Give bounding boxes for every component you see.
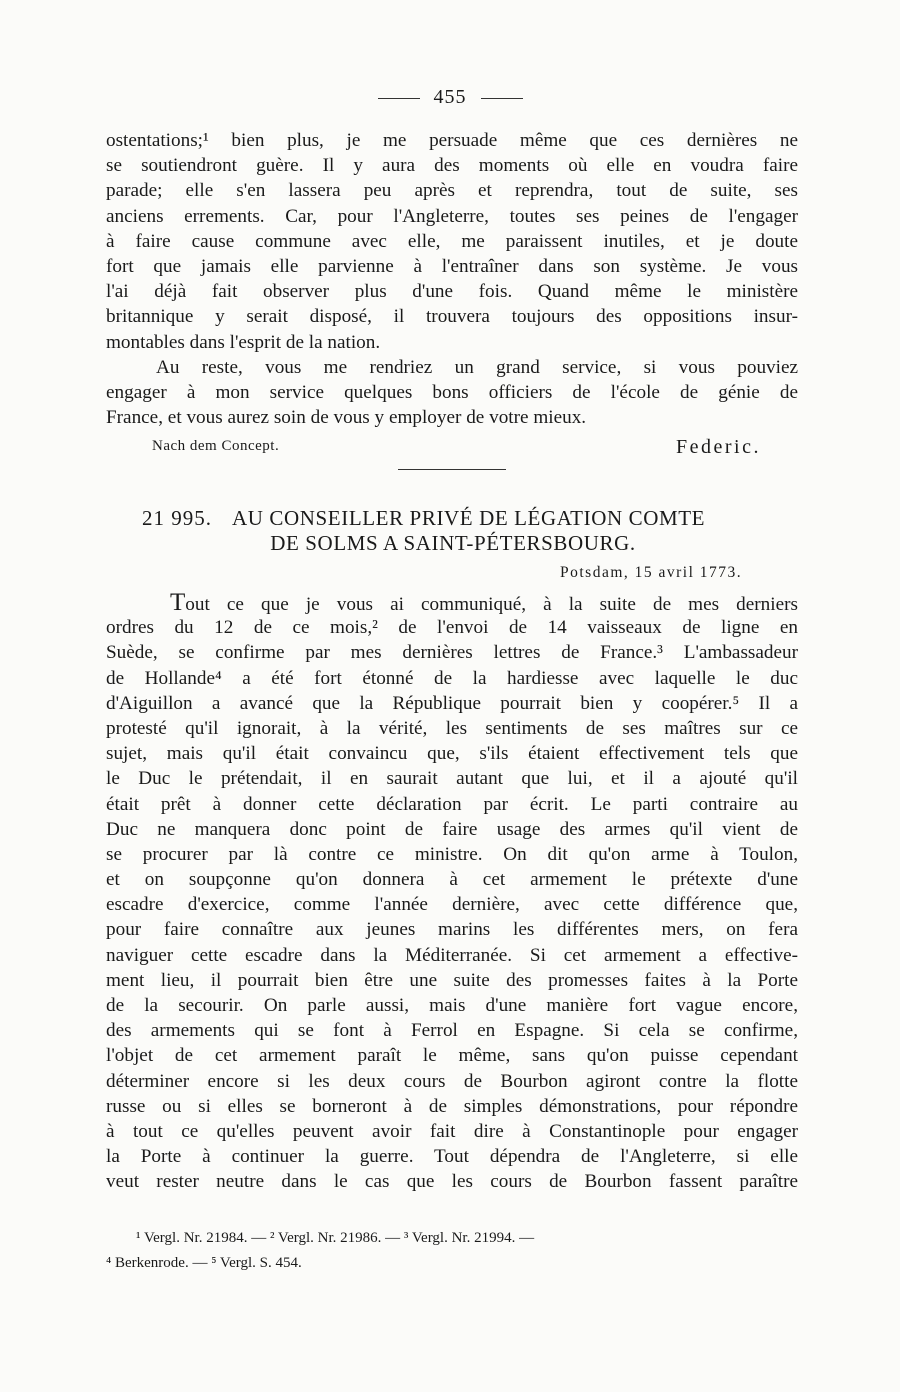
footnote-line: ⁴ Berkenrode. — ⁵ Vergl. S. 454. (106, 1255, 302, 1271)
text-line: la Porte à continuer la guerre. Tout dépendra de l'Angleterre, si elle (106, 1146, 798, 1168)
letter-body (106, 590, 798, 1195)
text-line: l'ai déjà fait observer plus d'une fois. Quand même le ministère (106, 281, 798, 303)
text-line: des armements qui se font à Ferrol en Espagne. Si cela se confirme, (106, 1020, 798, 1042)
footnote-line: ¹ Vergl. Nr. 21984. — ² Vergl. Nr. 21986. — ³ Vergl. Nr. 21994. — (136, 1230, 535, 1246)
text-line: déterminer encore si les deux cours de Bourbon agiront contre la flotte (106, 1070, 798, 1092)
text-line-rest: out ce que je vous ai communiqué, à la suite de mes derniers (185, 594, 798, 615)
left-dash (378, 98, 420, 99)
text-line: fort que jamais elle parvienne à l'entraîner dans son système. Je vous (106, 255, 798, 277)
text-line: Au reste, vous me rendriez un grand service, si vous pouviez (156, 356, 798, 378)
text-line: ment lieu, il pourrait bien être une suite des promesses faites à la Porte (106, 969, 798, 991)
text-line: engager à mon service quelques bons officiers de l'école de génie de (106, 381, 798, 403)
text-line: parade; elle s'en lassera peu après et reprendra, tout de suite, ses (106, 180, 798, 202)
footnotes (106, 1226, 798, 1276)
running-head (0, 86, 900, 109)
text-line: à tout ce qu'elles peuvent avoir fait dire à Constantinople pour engager (106, 1120, 798, 1142)
letter-heading-line2: DE SOLMS A SAINT-PÉTERSBOURG. (270, 531, 636, 555)
signature: Federic. (676, 436, 761, 458)
text-line: Suède, se confirme par mes dernières lettres de France.³ L'ambassadeur (106, 642, 798, 664)
text-line: ordres du 12 de ce mois,² de l'envoi de 14 vaisseaux de ligne en (106, 617, 798, 639)
text-line: de la secourir. On parle aussi, mais d'une manière fort vague encore, (106, 995, 798, 1016)
dateline: Potsdam, 15 avril 1773. (560, 564, 743, 581)
text-line: et on soupçonne qu'on donnera à cet armement le prétexte d'une (106, 869, 798, 891)
text-line: Duc ne manquera donc point de faire usage des armes qu'il vient de (106, 818, 798, 840)
text-line: sujet, mais qu'il était convaincu que, s'ils étaient effectivement tels que (106, 743, 798, 765)
text-line: à faire cause commune avec elle, me paraissent inutiles, et je doute (106, 230, 798, 252)
page-number: 455 (433, 86, 467, 108)
section-divider (398, 469, 506, 470)
text-line: escadre d'exercice, comme l'année dernière, avec cette différence que, (106, 894, 798, 916)
text-line: veut rester neutre dans le cas que les cours de Bourbon fassent paraître (106, 1171, 798, 1193)
text-line: se soutiendront guère. Il y aura des moments où elle en voudra faire (106, 155, 798, 177)
text-line: était prêt à donner cette déclaration par écrit. Le parti contraire au (106, 793, 798, 815)
text-line: le Duc le prétendait, il en saurait autant que lui, et il a ajouté qu'il (106, 768, 798, 790)
letter-number: 21 995. (142, 506, 212, 530)
text-line: anciens errements. Car, pour l'Angleterre, toutes ses peines de l'engager (106, 205, 798, 227)
right-dash (481, 98, 523, 99)
text-line: d'Aiguillon a avancé que la République pourrait bien y coopérer.⁵ Il a (106, 692, 798, 714)
text-line: l'objet de cet armement paraît le même, sans qu'on puisse cependant (106, 1045, 798, 1067)
text-line: russe ou si elles se borneront à de simples démonstrations, pour répondre (106, 1095, 798, 1117)
text-line: France, et vous aurez soin de vous y employer de votre mieux. (106, 407, 587, 429)
text-line: britannique y serait disposé, il trouvera toujours des oppositions insur- (106, 306, 798, 328)
text-line: naviguer cette escadre dans la Méditerranée. Si cet armement a effective- (106, 944, 798, 966)
initial-letter: T (170, 589, 186, 616)
text-line: se procurer par là contre ce ministre. On dit qu'on arme à Toulon, (106, 843, 798, 865)
letter-heading-line1: AU CONSEILLER PRIVÉ DE LÉGATION COMTE (232, 506, 706, 530)
text-line: pour faire connaître aux jeunes marins les différentes mers, on fera (106, 919, 798, 941)
text-line: protesté qu'il ignorait, à la vérité, les sentiments de ses maîtres sur ce (106, 717, 798, 739)
source-note: Nach dem Concept. (152, 438, 280, 454)
continuation-text (106, 128, 798, 430)
text-line-first (106, 590, 798, 615)
text-line: montables dans l'esprit de la nation. (106, 331, 381, 353)
text-line: ostentations;¹ bien plus, je me persuade même que ces dernières ne (106, 130, 798, 151)
text-line: de Hollande⁴ a été fort étonné de la hardiesse avec laquelle le duc (106, 667, 798, 689)
